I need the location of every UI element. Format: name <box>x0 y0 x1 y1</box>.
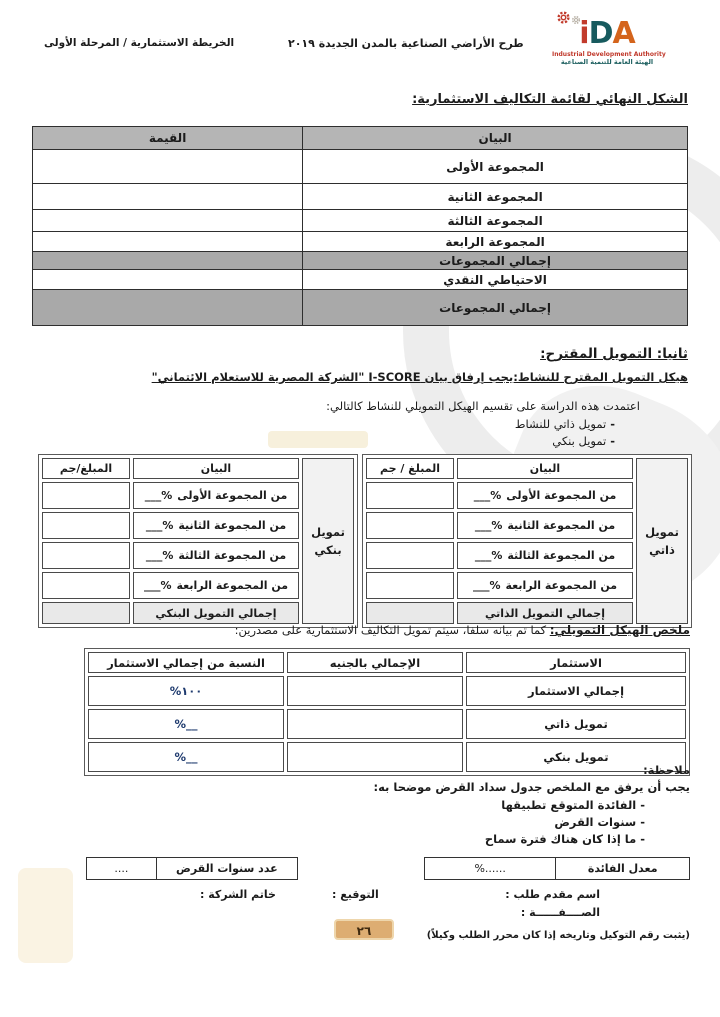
table-row <box>33 210 688 232</box>
list-item: - تمويل ذاتي للنشاط <box>515 416 615 433</box>
side-label: تمويل بنكي <box>302 458 354 624</box>
percent-blank: ___% <box>145 549 174 562</box>
financing-section-subtitle: هيكل التمويل المقترح للنشاط:يجب إرفاق بيان I-SCORE "الشركة المصرية للاستعلام الائتماني" <box>151 370 688 384</box>
statement-cell: إجمالي المجموعات <box>303 252 688 270</box>
amount-cell <box>42 482 130 509</box>
table-row <box>425 858 690 880</box>
total-label-cell: إجمالي التمويل الذاتي <box>457 602 633 624</box>
summary-lead-text: كما تم بيانه سلفا، سيتم تمويل التكاليف الاستثمارية على مصدرين: <box>234 623 550 637</box>
percentage-cell <box>88 709 284 739</box>
percentage-value: %١٠٠ <box>169 684 203 698</box>
gear-icon <box>556 10 581 29</box>
header-left-title: الخريطة الاستثمارية / المرحلة الأولى <box>44 37 235 49</box>
value-cell <box>33 184 303 210</box>
table-row <box>87 858 298 880</box>
percentage-value: %__ <box>174 750 198 764</box>
agent-footnote: (يثبت رقم التوكيل وتاريخه إذا كان محرر الطلب وكيلاً) <box>426 930 690 941</box>
logo-letter-d: D <box>588 16 613 51</box>
statement-text: من المجموعة الثانية <box>178 519 287 532</box>
column-header-statement: البيان <box>303 127 688 150</box>
amount-cell <box>366 512 454 539</box>
loan-years-blank: .... <box>114 862 129 875</box>
table-header-row <box>33 127 688 150</box>
value-cell <box>33 270 303 290</box>
company-stamp-label: خاتم الشركة : <box>200 888 276 901</box>
column-header-amount: المبلغ/جم <box>42 458 130 479</box>
percent-blank: ___% <box>474 549 503 562</box>
amount-cell <box>42 542 130 569</box>
watermark-tint <box>268 431 368 448</box>
value-cell <box>33 210 303 232</box>
investment-cell: إجمالي الاستثمار <box>466 676 686 706</box>
percent-blank: ___% <box>144 489 173 502</box>
logo-letter-i: i <box>579 16 589 51</box>
percentage-cell <box>88 676 284 706</box>
total-egp-cell <box>287 709 463 739</box>
statement-cell: المجموعة الأولى <box>303 150 688 184</box>
table-row <box>33 232 688 252</box>
logo-caption-en: Industrial Development Authority <box>552 51 666 58</box>
interest-rate-value <box>425 858 556 880</box>
costs-section-title: الشكل النهائي لقائمة التكاليف الاستثمارية: <box>412 92 688 107</box>
loan-years-value <box>87 858 157 880</box>
table-header-row <box>42 458 354 479</box>
value-cell <box>33 290 303 326</box>
statement-cell: المجموعة الثانية <box>303 184 688 210</box>
financing-bullets <box>515 416 615 449</box>
loan-years-label: عدد سنوات القرض <box>156 858 297 880</box>
amount-cell <box>42 512 130 539</box>
table-row-total <box>33 252 688 270</box>
note-bullets <box>373 797 645 849</box>
table-header-row <box>88 652 686 673</box>
ida-logo <box>552 10 666 66</box>
table-row <box>33 150 688 184</box>
watermark-tint <box>18 868 73 963</box>
column-header-total-egp: الإجمالي بالجنيه <box>287 652 463 673</box>
summary-table <box>84 648 690 776</box>
summary-lead <box>235 623 690 637</box>
total-value-cell <box>366 602 454 624</box>
table-row-total <box>33 290 688 326</box>
total-egp-cell <box>287 676 463 706</box>
side-label: تمويل ذاتي <box>636 458 688 624</box>
logo-caption-ar: الهيئة العامة للتنمية الصناعية <box>560 58 654 66</box>
table-row <box>33 270 688 290</box>
investment-cell: تمويل ذاتي <box>466 709 686 739</box>
statement-cell: الاحتياطي النقدي <box>303 270 688 290</box>
amount-cell <box>366 542 454 569</box>
statement-cell <box>457 512 633 539</box>
financing-section-title: ثانيا: التمويل المقترح: <box>540 346 688 362</box>
list-item: - ما إذا كان هناك فترة سماح <box>373 831 645 848</box>
percentage-value: %__ <box>174 717 198 731</box>
statement-cell: إجمالي المجموعات <box>303 290 688 326</box>
column-header-amount: المبلغ / جم <box>366 458 454 479</box>
statement-text: من المجموعة الرابعة <box>176 579 289 592</box>
statement-cell <box>457 482 633 509</box>
statement-cell: المجموعة الرابعة <box>303 232 688 252</box>
note-line: يجب أن يرفق مع الملخص جدول سداد القرض موضحا به: <box>373 780 690 795</box>
percent-blank: ___% <box>473 489 502 502</box>
total-label-cell: إجمالي التمويل البنكي <box>133 602 299 624</box>
note-title: ملاحظة: <box>643 763 690 777</box>
signature-label: التوقيع : <box>332 888 379 901</box>
self-funding-table <box>362 454 692 628</box>
percent-blank: ___% <box>145 519 174 532</box>
amount-cell <box>42 572 130 599</box>
percent-blank: ___% <box>474 519 503 532</box>
percent-blank: ___% <box>143 579 172 592</box>
statement-text: من المجموعة الأولى <box>506 489 617 502</box>
list-item: - سنوات القرض <box>373 814 645 831</box>
page-number-badge: ٢٦ <box>334 919 394 940</box>
column-header-value: القيمة <box>33 127 303 150</box>
header-center-title: طرح الأراضي الصناعية بالمدن الجديدة ٢٠١٩ <box>288 37 524 50</box>
value-cell <box>33 232 303 252</box>
statement-cell <box>133 512 299 539</box>
statement-text: من المجموعة الثانية <box>507 519 616 532</box>
capacity-label: الصــــفــــــة : <box>520 906 600 919</box>
bank-funding-table <box>38 454 358 628</box>
value-cell <box>33 150 303 184</box>
interest-rate-label: معدل الفائدة <box>556 858 690 880</box>
table-header-row <box>366 458 688 479</box>
amount-cell <box>366 572 454 599</box>
table-row <box>33 184 688 210</box>
interest-rate-blank: %...... <box>474 862 506 875</box>
column-header-statement: البيان <box>457 458 633 479</box>
value-cell <box>33 252 303 270</box>
percentage-cell <box>88 742 284 772</box>
applicant-name-label: اسم مقدم طلب : <box>505 888 600 901</box>
list-item: - الفائدة المتوقع تطبيقها <box>373 797 645 814</box>
column-header-investment: الاستثمار <box>466 652 686 673</box>
financing-intro: اعتمدت هذه الدراسة على تقسيم الهيكل التمويلي للنشاط كالتالي: <box>326 399 640 413</box>
summary-lead-title: ملخص الهيكل التمويلي: <box>549 623 690 637</box>
statement-text: من المجموعة الثالثة <box>178 549 287 562</box>
interest-rate-table <box>424 857 690 880</box>
percent-blank: ___% <box>472 579 501 592</box>
column-header-statement: البيان <box>133 458 299 479</box>
statement-cell <box>457 572 633 599</box>
note-section <box>373 762 690 848</box>
investment-cell: تمويل بنكي <box>466 742 686 772</box>
statement-cell: المجموعة الثالثة <box>303 210 688 232</box>
total-value-cell <box>42 602 130 624</box>
table-row <box>88 676 686 706</box>
statement-text: من المجموعة الثالثة <box>507 549 616 562</box>
amount-cell <box>366 482 454 509</box>
loan-years-table <box>86 857 298 880</box>
statement-text: من المجموعة الأولى <box>177 489 288 502</box>
costs-table <box>32 126 688 326</box>
statement-cell <box>133 542 299 569</box>
statement-cell <box>133 482 299 509</box>
statement-cell <box>457 542 633 569</box>
statement-text: من المجموعة الرابعة <box>505 579 618 592</box>
logo-letter-a: A <box>612 16 635 51</box>
statement-cell <box>133 572 299 599</box>
list-item: - تمويل بنكي <box>515 433 615 450</box>
table-row <box>88 709 686 739</box>
column-header-percentage: النسبة من إجمالي الاستثمار <box>88 652 284 673</box>
